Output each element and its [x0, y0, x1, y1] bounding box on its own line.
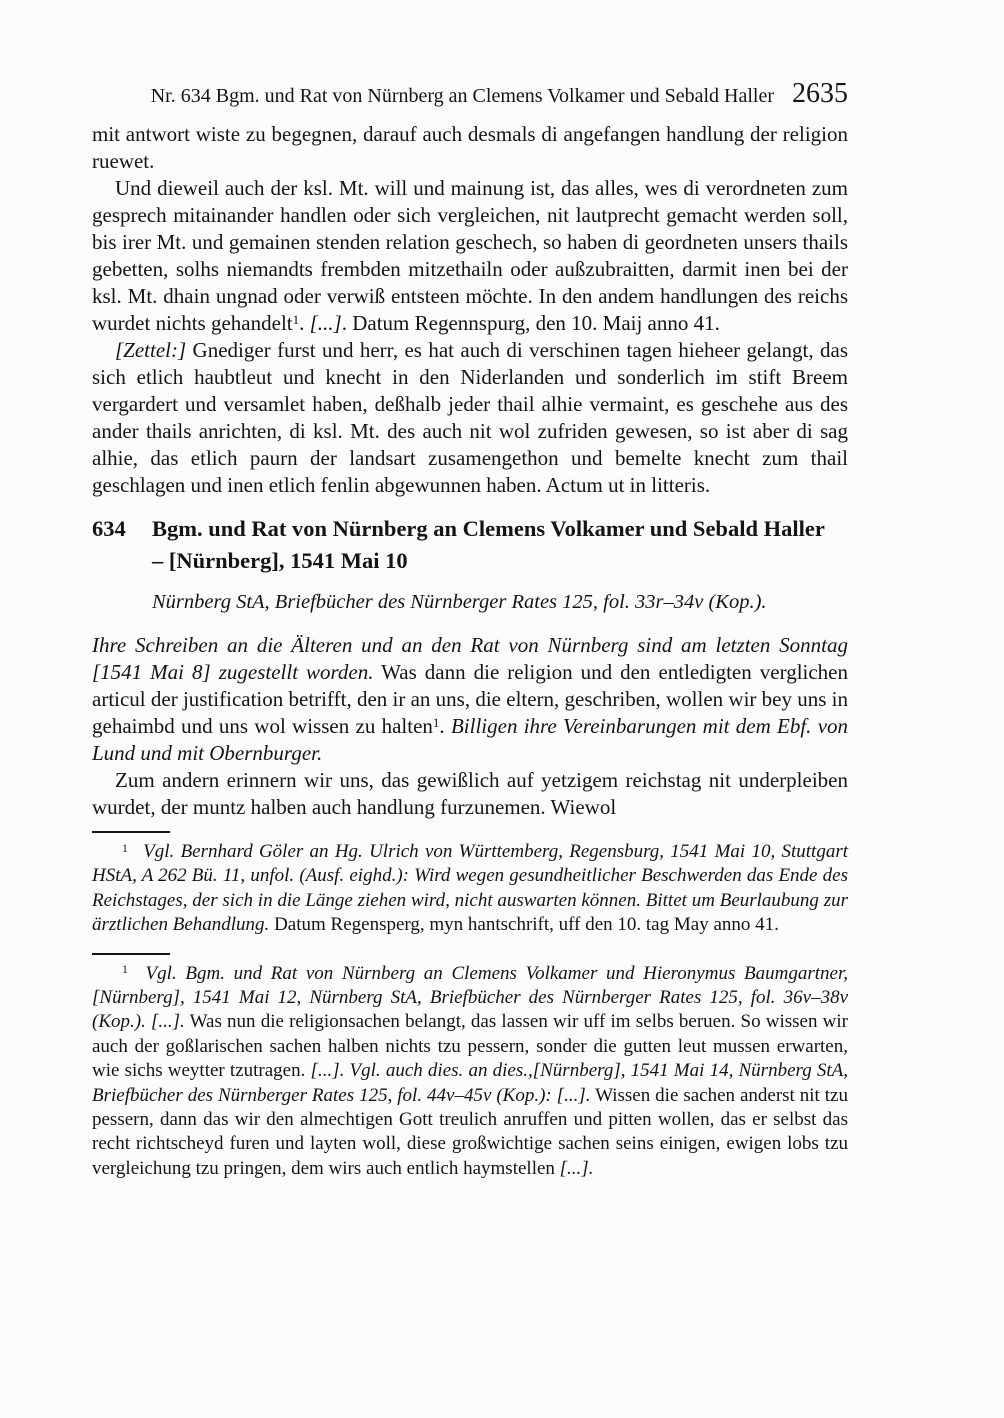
- text-column: [92, 80, 848, 1181]
- entry-heading: [92, 513, 848, 577]
- zettel-label: [Zettel:]: [115, 338, 187, 362]
- entry-title-line2: – [Nürnberg], 1541 Mai 10: [152, 548, 408, 573]
- running-head: [92, 80, 848, 110]
- text-segment: Was dann die religion und den entledigten verglichen articul der justification betrifft, den ir an uns, die eltern, geschriben, wollen wir bey uns in gehaimbd und uns wol wissen zu halten: [92, 660, 849, 738]
- text-segment: mit antwort wiste zu begegnen, darauf auch desmals di angefangen handlung der religion ruewet.: [92, 122, 848, 173]
- footnote-segment: Datum Regensperg, myn hantschrift, uff den 10. tag May anno 41.: [269, 914, 779, 936]
- summary-segment: Ihre Schreiben an die Älteren und an den Rat von Nürnberg sind am letzten Sonntag [1541 Mai 8] zugestellt worden.: [92, 633, 848, 684]
- paragraph-zettel: [92, 337, 848, 499]
- footnote-separator: [92, 831, 170, 833]
- footnote-number: 1: [122, 963, 128, 977]
- footnote-separator: [92, 953, 170, 955]
- text-segment: Und dieweil auch der ksl. Mt. will und mainung ist, das alles, wes di verordneten zum gesprech mitainander handlen oder sich vergleichen, nit lautprecht gemacht werden soll, bis irer Mt. und gemainen stenden relation geschech, so haben di geordneten unsers thails gebetten, solhs niemandts frembden mitzethailn oder außzubraitten, darmit inen bei der ksl. Mt. dhain ungnad oder verwiß entsteen möchte. In den andem handlungen des reichs wurdet nichts gehandelt: [92, 176, 848, 335]
- text-segment: .: [439, 714, 451, 738]
- text-segment: . Datum Regennspurg, den 10. Maij anno 41.: [341, 311, 720, 335]
- footnote-segment: Vgl. Bernhard Göler an Hg. Ulrich von Württemberg, Regensburg, 1541 Mai 10, Stuttgart HStA, A 262 Bü. 11, unfol. (Ausf. eighd.): Wird wegen gesundheitlicher Beschwerden das Ende des Reichstages, der sich in die Länge ziehen wird, nicht auswarten können. Bittet um Beurlaubung zur ärztlichen Behandlung.: [92, 841, 848, 936]
- footnote-segment: [...]. Vgl. auch dies. an dies.,[Nürnberg], 1541 Mai 14, Nürnberg StA, Briefbücher des Nürnberger Rates 125, fol. 44v–45v (Kop.): [...].: [92, 1060, 849, 1106]
- footnote-segment: Was nun die religionsachen belangt, das lassen wir uff im selbs beruen. So wissen wir auch der goßlarischen sachen halben nichts tzu pessern, sonder die gutten leut mussen erwarten, wie sichs weytter tzutragen.: [92, 1011, 848, 1082]
- entry-title: [152, 513, 825, 577]
- paragraph-und-dieweil: [92, 175, 848, 337]
- footnote-marker: 1: [432, 715, 440, 731]
- paragraph-continuation: [92, 121, 848, 175]
- footnote-segment: Wissen die sachen anderst nit tzu pessern, dann das wir den almechtigen Gott treulich anruffen und pitten wollen, das er selbst das recht richtscheyd furen und layten woll, diese großwichtige sachen seins einigen, ewigen lobs tzu vergleichung tzu pringen, dem wirs auch entlich haymstellen: [92, 1084, 848, 1179]
- summary-segment: Billigen ihre Vereinbarungen mit dem Ebf. von Lund und mit Obernburger.: [92, 714, 849, 765]
- editorial-ellipsis: [...].: [559, 1157, 594, 1179]
- text-segment: .: [299, 311, 310, 335]
- letter-633-body: [92, 121, 848, 499]
- footnote-2: [92, 962, 848, 1182]
- footnote-marker: 1: [292, 312, 300, 328]
- page-number: 2635: [792, 78, 848, 109]
- running-head-title: Nr. 634 Bgm. und Rat von Nürnberg an Clemens Volkamer und Sebald Haller: [150, 85, 774, 107]
- footnote-segment: Vgl. Bgm. und Rat von Nürnberg an Clemens Volkamer und Hieronymus Baumgartner, [Nürnberg], 1541 Mai 12, Nürnberg StA, Briefbücher des Nürnberger Rates 125, fol. 36v–38v (Kop.). [...].: [92, 962, 848, 1033]
- text-segment: Zum andern erinnern wir uns, das gewißlich auf yetzigem reichstag nit underpleiben wurdet, der muntz halben auch handlung furzunemen. Wiewol: [92, 768, 848, 819]
- editorial-ellipsis: [...]: [309, 311, 342, 335]
- paragraph-summary: [92, 632, 848, 767]
- footnote-block-1: [92, 840, 848, 938]
- entry-number: 634: [92, 516, 126, 541]
- footnote-1: [92, 840, 848, 938]
- footnote-block-2: [92, 962, 848, 1182]
- footnote-number: 1: [122, 841, 128, 855]
- entry-title-line1: Bgm. und Rat von Nürnberg an Clemens Volkamer und Sebald Haller: [152, 516, 825, 541]
- archive-reference: Nürnberg StA, Briefbücher des Nürnberger Rates 125, fol. 33r–34v (Kop.).: [152, 591, 767, 613]
- paragraph-zum-andern: [92, 767, 848, 821]
- text-segment: Gnediger furst und herr, es hat auch di verschinen tagen hieheer gelangt, das sich etlich haubtleut und knecht in den Niderlanden und sonderlich im stift Breem vergardert und versamlet haben, deßhalb jeder thail alhie vermaint, es geschehe aus des ander thails anrichten, di ksl. Mt. des auch nit wol zufriden gewesen, so ist aber di sag alhie, das etlich paurn der landsart zusamengethon und bemelte knecht zum thail geschlagen und inen etlich fenlin abgewunnen haben. Actum ut in litteris.: [92, 338, 848, 497]
- entry-634-body: [92, 632, 848, 821]
